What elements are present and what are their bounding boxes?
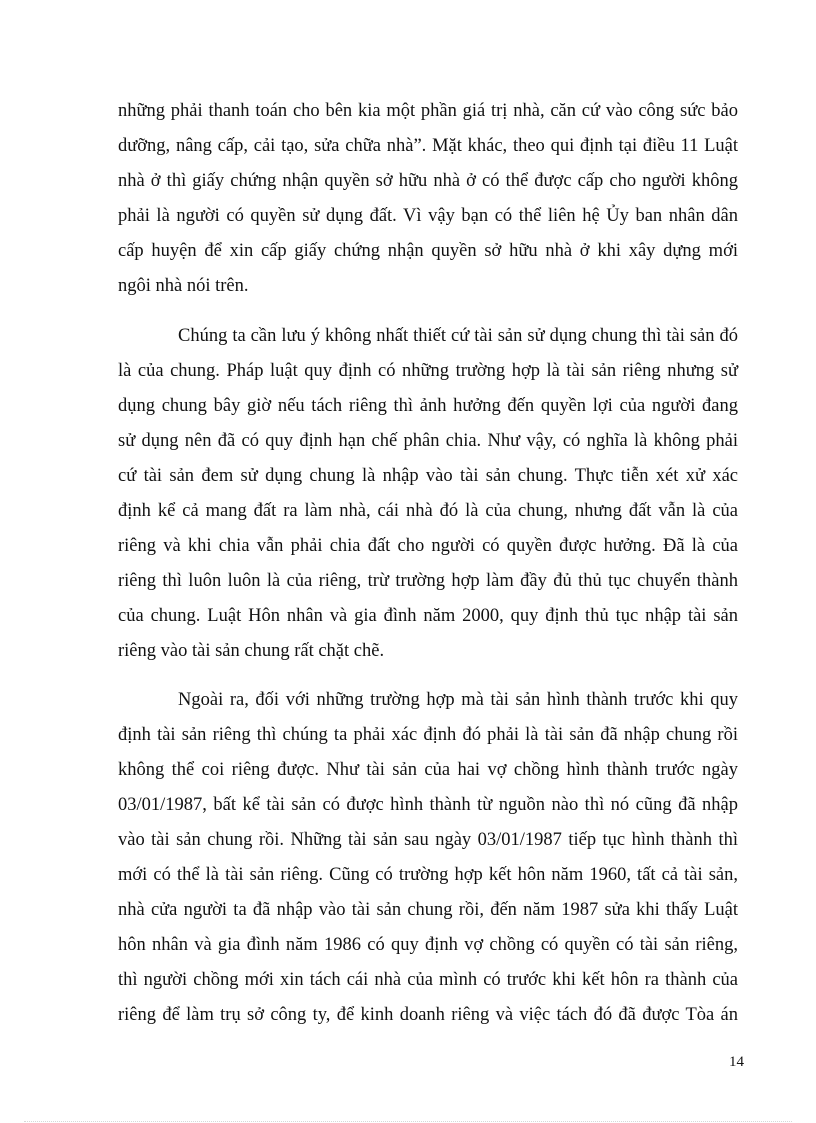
text-line: riêng để làm trụ sở công ty, để kinh doanh riêng và việc tách đó đã được Tòa án xyxy=(118,1005,738,1025)
text-line: dưỡng, nâng cấp, cải tạo, sửa chữa nhà”. Mặt khác, theo qui định tại điều 11 Luật xyxy=(118,136,738,156)
text-line: nhà cửa người ta đã nhập vào tài sản chung rồi, đến năm 1987 sửa khi thấy Luật xyxy=(118,900,738,920)
text-line: phải là người có quyền sử dụng đất. Vì vậy bạn có thể liên hệ Ủy ban nhân dân xyxy=(118,206,738,226)
text-line: sử dụng nên đã có quy định hạn chế phân chia. Như vậy, có nghĩa là không phải xyxy=(118,431,738,451)
text-line: riêng thì luôn luôn là của riêng, trừ trường hợp làm đầy đủ thủ tục chuyển thành xyxy=(118,571,738,591)
text-line: ngôi nhà nói trên. xyxy=(118,276,249,296)
text-line: của chung. Luật Hôn nhân và gia đình năm 2000, quy định thủ tục nhập tài sản xyxy=(118,606,738,626)
paragraph-3 xyxy=(118,683,738,1033)
text-line: hôn nhân và gia đình năm 1986 có quy định vợ chồng có quyền có tài sản riêng, xyxy=(118,935,738,955)
paragraph-2 xyxy=(118,319,738,669)
text-line: cấp huyện để xin cấp giấy chứng nhận quyền sở hữu nhà ở khi xây dựng mới xyxy=(118,241,738,261)
text-line: vào tài sản chung rồi. Những tài sản sau ngày 03/01/1987 tiếp tục hình thành thì xyxy=(118,830,738,850)
text-line: 03/01/1987, bất kể tài sản có được hình thành từ nguồn nào thì nó cũng đã nhập xyxy=(118,795,738,815)
text-line: không thể coi riêng được. Như tài sản của hai vợ chồng hình thành trước ngày xyxy=(118,760,738,780)
text-line: định tài sản riêng thì chúng ta phải xác định đó phải là tài sản đã nhập chung rồi xyxy=(118,725,738,745)
text-line: mới có thể là tài sản riêng. Cũng có trường hợp kết hôn năm 1960, tất cả tài sản, xyxy=(118,865,738,885)
page-bottom-divider xyxy=(24,1121,792,1122)
text-line: định kể cả mang đất ra làm nhà, cái nhà đó là của chung, nhưng đất vẫn là của xyxy=(118,501,738,521)
page-number: 14 xyxy=(729,1054,744,1070)
text-line: riêng và khi chia vẫn phải chia đất cho người có quyền được hưởng. Đã là của xyxy=(118,536,738,556)
paragraph-1 xyxy=(118,94,738,304)
text-line: những phải thanh toán cho bên kia một phần giá trị nhà, căn cứ vào công sức bảo xyxy=(118,101,738,121)
text-line: Chúng ta cần lưu ý không nhất thiết cứ tài sản sử dụng chung thì tài sản đó xyxy=(178,326,738,346)
text-line: là của chung. Pháp luật quy định có những trường hợp là tài sản riêng nhưng sử xyxy=(118,361,738,381)
text-line: riêng vào tài sản chung rất chặt chẽ. xyxy=(118,641,385,661)
text-line: cứ tài sản đem sử dụng chung là nhập vào tài sản chung. Thực tiễn xét xử xác xyxy=(118,466,738,486)
text-line: dụng chung bây giờ nếu tách riêng thì ảnh hưởng đến quyền lợi của người đang xyxy=(118,396,738,416)
text-line: thì người chồng mới xin tách cái nhà của mình có trước khi kết hôn ra thành của xyxy=(118,970,738,990)
text-line: nhà ở thì giấy chứng nhận quyền sở hữu nhà ở có thể được cấp cho người không xyxy=(118,171,738,191)
text-line: Ngoài ra, đối với những trường hợp mà tài sản hình thành trước khi quy xyxy=(178,690,738,710)
